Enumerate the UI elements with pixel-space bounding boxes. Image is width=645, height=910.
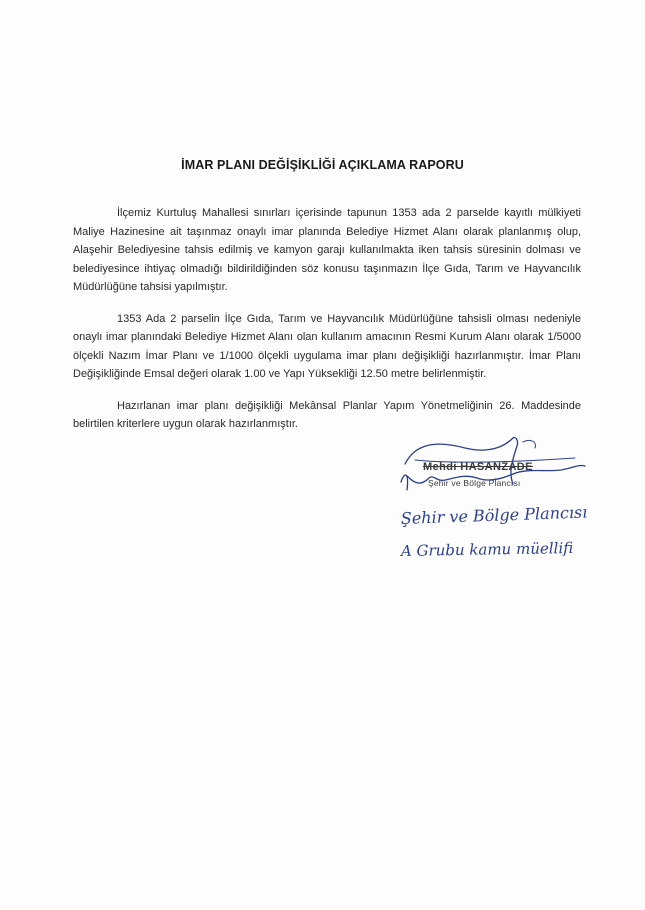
paragraph-1: İlçemiz Kurtuluş Mahallesi sınırları içerisinde tapunun 1353 ada 2 parselde kayıtlı mülkiyeti Maliye Hazinesine ait taşınmaz onaylı imar planında Belediye Hizmet Alanı olarak planlanmış olup, Alaşehir Belediyesine tahsis edilmiş ve kamyon garajı kullanılmakta iken tahsis süresinin dolması ve belediyesince ihtiyaç olmadığı bildirildiğinden söz konusu taşınmazın İlçe Gıda, Tarım ve Hayvancılık Müdürlüğüne tahsisi yapılmıştır.: [73, 207, 581, 293]
handwritten-line-1: Şehir ve Bölge Plancısı: [400, 502, 588, 528]
paragraph-3: Hazırlanan imar planı değişikliği Mekânsal Planlar Yapım Yönetmeliğinin 26. Maddesinde belirtilen kriterlere uygun olarak hazırlanmıştır.: [73, 399, 581, 430]
handwritten-signature: [395, 434, 635, 574]
signature-stroke: [401, 465, 585, 490]
stamp-title: Şehir ve Bölge Plancısı: [428, 478, 521, 488]
stamp-name: Mehdi HASANZADE: [423, 461, 533, 473]
document-title: İMAR PLANI DEĞİŞİKLİĞİ AÇIKLAMA RAPORU: [181, 158, 464, 172]
handwritten-line-2: A Grubu kamu müellifi: [400, 538, 574, 560]
document-body: [73, 204, 581, 447]
paragraph-2: 1353 Ada 2 parselin İlçe Gıda, Tarım ve Hayvancılık Müdürlüğüne tahsisli olması nedeniyle onaylı imar planındaki Belediye Hizmet Alanı olan kullanım amacının Resmi Kurum Alanı olarak 1/5000 ölçekli Nazım İmar Planı ve 1/1000 ölçekli uygulama imar planı değişikliği hazırlanmıştır. İmar Planı Değişikliğinde Emsal değeri olarak 1.00 ve Yapı Yüksekliği 12.50 metre belirlenmiştir.: [73, 312, 581, 380]
